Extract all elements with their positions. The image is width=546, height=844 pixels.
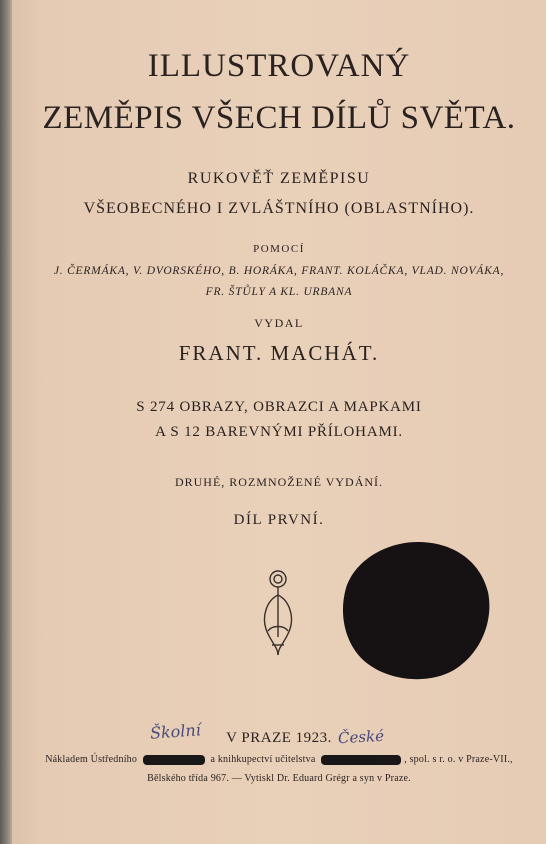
printer-ornament-icon [258, 567, 298, 659]
ink-stamp-blot [340, 538, 492, 682]
redaction-mark [321, 755, 401, 765]
imprint-text-c: , spol. s r. o. v Praze-VII., [404, 754, 513, 765]
imprint-text-a: Nákladem Ústředního [45, 754, 138, 765]
contributors-line1: J. ČERMÁKA, V. DVORSKÉHO, B. HORÁKA, FRANT. KOLÁČKA, VLAD. NOVÁKA, [53, 265, 505, 277]
handwritten-note-left: Školní [149, 720, 202, 743]
contributors-line2: FR. ŠTŮLY A KL. URBANA [205, 286, 353, 298]
handwritten-note-right: České [337, 726, 385, 748]
illustrations-line2: A S 12 BAREVNÝMI PŘÍLOHAMI. [155, 424, 403, 440]
volume-part: DÍL PRVNÍ. [233, 512, 325, 528]
publisher-intro: VYDAL [254, 316, 304, 330]
imprint-text-b: a knihkupectví učitelstva [210, 754, 316, 765]
book-spine [0, 0, 12, 844]
subtitle-line1: RUKOVĚŤ ZEMĚPISU [187, 170, 371, 187]
imprint-line2: Bělského třída 967. — Vytiskl Dr. Eduard Grégr a syn v Praze. [147, 773, 411, 784]
illustrations-line1: S 274 OBRAZY, OBRAZCI A MAPKAMI [136, 399, 422, 415]
book-title-line2: ZEMĚPIS VŠECH DÍLŮ SVĚTA. [42, 100, 516, 136]
book-title-line1: ILLUSTROVANÝ [147, 48, 411, 84]
title-page [12, 0, 546, 844]
contributors-intro: POMOCÍ [253, 243, 305, 255]
place-and-year: V PRAZE 1923. [226, 730, 332, 746]
redaction-mark [143, 755, 205, 765]
publisher-name: FRANT. MACHÁT. [178, 341, 380, 365]
subtitle-line2: VŠEOBECNÉHO I ZVLÁŠTNÍHO (OBLASTNÍHO). [83, 200, 475, 217]
imprint-line1 [12, 754, 546, 765]
edition-note: DRUHÉ, ROZMNOŽENÉ VYDÁNÍ. [174, 475, 384, 489]
